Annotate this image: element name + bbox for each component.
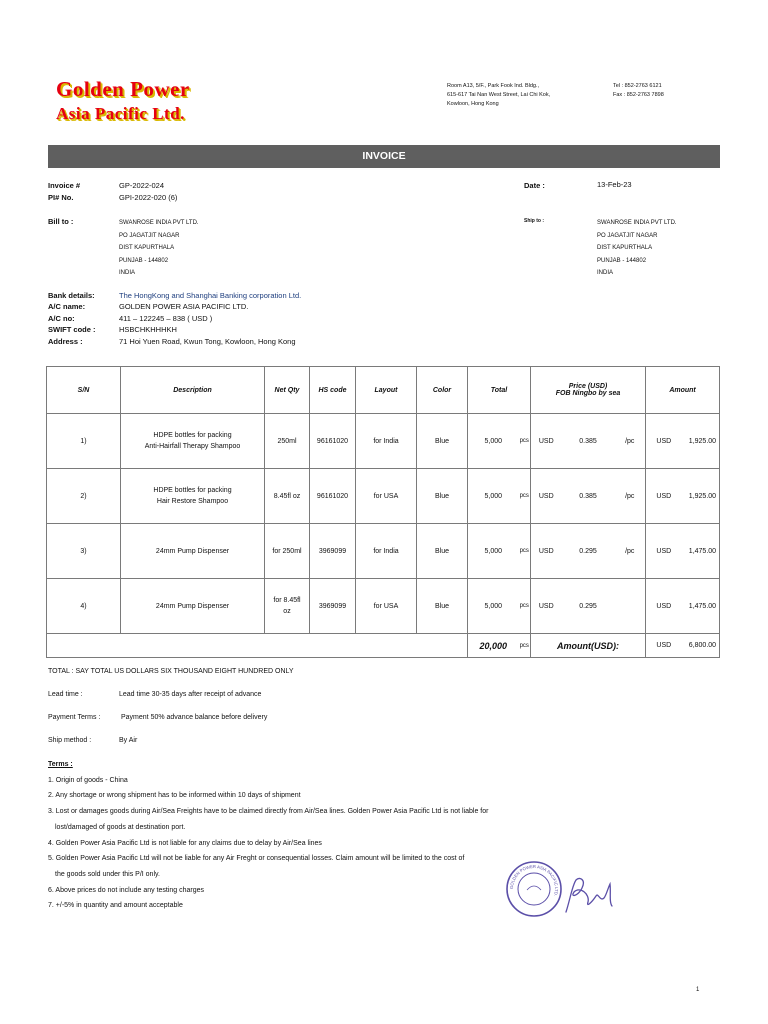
terms-line: 2. Any shortage or wrong shipment has to be informed within 10 days of shipment bbox=[48, 792, 301, 800]
row-price: 0.385 bbox=[562, 414, 615, 469]
terms-line: 7. +/-5% in quantity and amount acceptable bbox=[48, 902, 183, 910]
col-header-color: Color bbox=[417, 367, 468, 414]
row-qty: 5,000 bbox=[468, 414, 519, 469]
row-sn: 4) bbox=[47, 579, 121, 634]
company-logo-line2: Asia Pacific Ltd. bbox=[56, 104, 185, 123]
items-table bbox=[46, 366, 720, 658]
bank-value: HSBCHKHHHKH bbox=[119, 325, 177, 335]
total-row-spacer bbox=[47, 634, 468, 658]
bill-to-line: SWANROSE INDIA PVT LTD. bbox=[119, 220, 199, 226]
row-layout: for USA bbox=[356, 469, 417, 524]
row-amount: 1,475.00 bbox=[682, 579, 720, 634]
row-layout: for India bbox=[356, 414, 417, 469]
invoice-number-label: Invoice # bbox=[48, 181, 81, 190]
ship-method-label: Ship method : bbox=[48, 737, 92, 744]
date-label: Date : bbox=[524, 181, 545, 190]
company-stamp bbox=[505, 860, 563, 918]
row-qty: 5,000 bbox=[468, 524, 519, 579]
lead-time-value: Lead time 30-35 days after receipt of advance bbox=[119, 691, 262, 698]
row-hs-code: 96161020 bbox=[310, 469, 356, 524]
row-description: 24mm Pump Dispenser bbox=[121, 524, 265, 579]
invoice-number: GP-2022-024 bbox=[119, 181, 165, 190]
ship-method-value: By Air bbox=[119, 737, 138, 744]
row-price: 0.295 bbox=[562, 524, 615, 579]
company-fax: Fax : 852-2763 7898 bbox=[613, 92, 664, 98]
row-hs-code: 96161020 bbox=[310, 414, 356, 469]
price-header-line1: Price (USD) bbox=[568, 383, 608, 390]
bank-row bbox=[48, 301, 301, 312]
row-hs-code: 3969099 bbox=[310, 579, 356, 634]
price-header-line2: FOB Ningbo by sea bbox=[555, 390, 621, 397]
row-net-qty-line2: oz bbox=[283, 608, 291, 615]
terms-line: 5. Golden Power Asia Pacific Ltd will not be liable for any Air Freght or consequential losses. Claim amount will be limited to the cost of bbox=[48, 855, 465, 863]
company-logo-line1: Golden Power bbox=[56, 77, 190, 101]
row-color: Blue bbox=[417, 579, 468, 634]
row-amount: 1,475.00 bbox=[682, 524, 720, 579]
terms-block bbox=[48, 757, 488, 914]
terms-line: 6. Above prices do not include any testing charges bbox=[48, 886, 205, 894]
total-in-words: TOTAL : SAY TOTAL US DOLLARS SIX THOUSAND EIGHT HUNDRED ONLY bbox=[48, 668, 294, 675]
row-amount-currency: USD bbox=[646, 524, 682, 579]
bill-to-address bbox=[119, 217, 199, 280]
stamp-inner-ring bbox=[518, 873, 550, 905]
table-header-row bbox=[47, 367, 720, 414]
row-net-qty: 250ml bbox=[265, 414, 310, 469]
col-header-price bbox=[531, 367, 646, 414]
row-description-line1: HDPE bottles for packing bbox=[153, 432, 232, 439]
row-description bbox=[121, 414, 265, 469]
bank-value: 411 – 122245 – 838 ( USD ) bbox=[119, 313, 213, 323]
bank-row bbox=[48, 336, 301, 347]
row-description: 24mm Pump Dispenser bbox=[121, 579, 265, 634]
row-price-per: /pc bbox=[615, 469, 646, 524]
row-net-qty bbox=[265, 579, 310, 634]
row-price-per: /pc bbox=[615, 414, 646, 469]
table-row bbox=[47, 414, 720, 469]
ship-to-line: PO JAGATJIT NAGAR bbox=[597, 232, 658, 239]
stamp-text: GOLDEN POWER ASIA PACIFIC LTD. bbox=[508, 863, 560, 897]
bank-label: A/C name: bbox=[48, 302, 86, 312]
row-description-line1: HDPE bottles for packing bbox=[153, 487, 232, 494]
terms-line: 3. Lost or damages goods during Air/Sea Freights have to be claimed directly from Air/Sea lines. Golden Power Asia Pacific Ltd is not liable for bbox=[48, 808, 489, 816]
pi-number-label: PI# No. bbox=[48, 193, 74, 202]
terms-line: the goods sold under this P/I only. bbox=[55, 870, 160, 878]
row-sn: 1) bbox=[47, 414, 121, 469]
payment-terms-value: Payment 50% advance balance before delivery bbox=[121, 714, 268, 721]
table-total-row bbox=[47, 634, 720, 658]
row-color: Blue bbox=[417, 524, 468, 579]
ship-to-line: DIST KAPURTHALA bbox=[597, 245, 653, 251]
row-net-qty-line1: for 8.45fl bbox=[273, 597, 301, 604]
row-net-qty: 8.45fl oz bbox=[265, 469, 310, 524]
col-header-description: Description bbox=[121, 367, 265, 414]
company-tel: Tel : 852-2763 6121 bbox=[613, 83, 662, 89]
bank-label: A/C no: bbox=[48, 313, 75, 323]
stamp-outer-ring bbox=[507, 862, 561, 916]
bank-details bbox=[48, 290, 301, 347]
row-price-currency: USD bbox=[531, 579, 562, 634]
row-qty: 5,000 bbox=[468, 579, 519, 634]
row-net-qty: for 250ml bbox=[265, 524, 310, 579]
row-price-per bbox=[615, 579, 646, 634]
col-header-net-qty: Net Qty bbox=[265, 367, 310, 414]
terms-heading: Terms : bbox=[48, 761, 73, 768]
table-row bbox=[47, 524, 720, 579]
lead-time-label: Lead time : bbox=[48, 691, 83, 698]
row-description-line2: Anti-Hairfall Therapy Shampoo bbox=[144, 443, 241, 450]
invoice-date: 13-Feb-23 bbox=[597, 180, 632, 189]
col-header-total: Total bbox=[468, 367, 531, 414]
stamp-center-mark bbox=[527, 886, 541, 890]
bill-to-label: Bill to : bbox=[48, 217, 74, 226]
total-unit: pcs bbox=[519, 634, 531, 658]
col-header-layout: Layout bbox=[356, 367, 417, 414]
signature bbox=[560, 872, 622, 922]
row-qty: 5,000 bbox=[468, 469, 519, 524]
col-header-amount: Amount bbox=[646, 367, 720, 414]
terms-line: 4. Golden Power Asia Pacific Ltd is not liable for any claims due to delay by Air/Sea lines bbox=[48, 839, 322, 847]
table-row bbox=[47, 579, 720, 634]
ship-to-line: INDIA bbox=[597, 270, 614, 276]
bank-value: GOLDEN POWER ASIA PACIFIC LTD. bbox=[119, 302, 249, 312]
row-layout: for India bbox=[356, 524, 417, 579]
row-amount: 1,925.00 bbox=[682, 469, 720, 524]
bill-to-line: DIST KAPURTHALA bbox=[119, 245, 175, 251]
row-sn: 3) bbox=[47, 524, 121, 579]
signature-stroke bbox=[566, 878, 612, 912]
bill-to-line: INDIA bbox=[119, 270, 136, 276]
invoice-title: INVOICE bbox=[48, 145, 720, 168]
page-number: 1 bbox=[696, 987, 700, 993]
row-description bbox=[121, 469, 265, 524]
ship-to-line: SWANROSE INDIA PVT LTD. bbox=[597, 220, 677, 226]
row-amount-currency: USD bbox=[646, 414, 682, 469]
row-unit: pcs bbox=[519, 579, 531, 634]
bank-value: 71 Hoi Yuen Road, Kwun Tong, Kowloon, Hong Kong bbox=[119, 336, 296, 346]
row-amount-currency: USD bbox=[646, 579, 682, 634]
row-description-line2: Hair Restore Shampoo bbox=[156, 498, 229, 505]
terms-line: lost/damaged of goods at destination port. bbox=[55, 823, 186, 831]
total-currency: USD bbox=[646, 634, 682, 658]
row-sn: 2) bbox=[47, 469, 121, 524]
payment-terms-label: Payment Terms : bbox=[48, 714, 101, 721]
terms-line: 1. Origin of goods - China bbox=[48, 776, 128, 784]
amount-usd-label: Amount(USD): bbox=[531, 634, 646, 658]
row-price-currency: USD bbox=[531, 469, 562, 524]
bank-row bbox=[48, 313, 301, 324]
row-color: Blue bbox=[417, 469, 468, 524]
row-color: Blue bbox=[417, 414, 468, 469]
row-price-currency: USD bbox=[531, 524, 562, 579]
row-price: 0.295 bbox=[562, 579, 615, 634]
ship-to-label: Ship to : bbox=[524, 218, 544, 224]
address-line: 615-617 Tai Nan West Street, Lai Chi Kok, bbox=[447, 92, 551, 98]
col-header-hs-code: HS code bbox=[310, 367, 356, 414]
row-price: 0.385 bbox=[562, 469, 615, 524]
company-contact bbox=[613, 82, 664, 100]
row-price-per: /pc bbox=[615, 524, 646, 579]
pi-number: GPI-2022-020 (6) bbox=[119, 193, 178, 202]
row-unit: pcs bbox=[519, 414, 531, 469]
bank-label: Bank details: bbox=[48, 291, 95, 300]
table-row bbox=[47, 469, 720, 524]
ship-to-address bbox=[597, 217, 677, 280]
row-hs-code: 3969099 bbox=[310, 524, 356, 579]
bank-label: Address : bbox=[48, 336, 83, 346]
bill-to-line: PO JAGATJIT NAGAR bbox=[119, 232, 180, 239]
address-line: Kowloon, Hong Kong bbox=[447, 101, 499, 107]
company-address bbox=[447, 82, 550, 109]
total-amount: 6,800.00 bbox=[682, 634, 720, 658]
bank-value: The HongKong and Shanghai Banking corporation Ltd. bbox=[119, 291, 302, 300]
row-amount-currency: USD bbox=[646, 469, 682, 524]
total-qty: 20,000 bbox=[468, 634, 519, 658]
col-header-sn: S/N bbox=[47, 367, 121, 414]
row-price-currency: USD bbox=[531, 414, 562, 469]
row-unit: pcs bbox=[519, 469, 531, 524]
bank-row bbox=[48, 290, 301, 301]
bank-row bbox=[48, 324, 301, 335]
bank-label: SWIFT code : bbox=[48, 325, 96, 335]
address-line: Room A13, 5/F., Park Fook Ind. Bldg., bbox=[447, 83, 540, 89]
row-amount: 1,925.00 bbox=[682, 414, 720, 469]
row-unit: pcs bbox=[519, 524, 531, 579]
row-layout: for USA bbox=[356, 579, 417, 634]
bill-to-line: PUNJAB - 144802 bbox=[119, 257, 169, 264]
ship-to-line: PUNJAB - 144802 bbox=[597, 257, 647, 264]
